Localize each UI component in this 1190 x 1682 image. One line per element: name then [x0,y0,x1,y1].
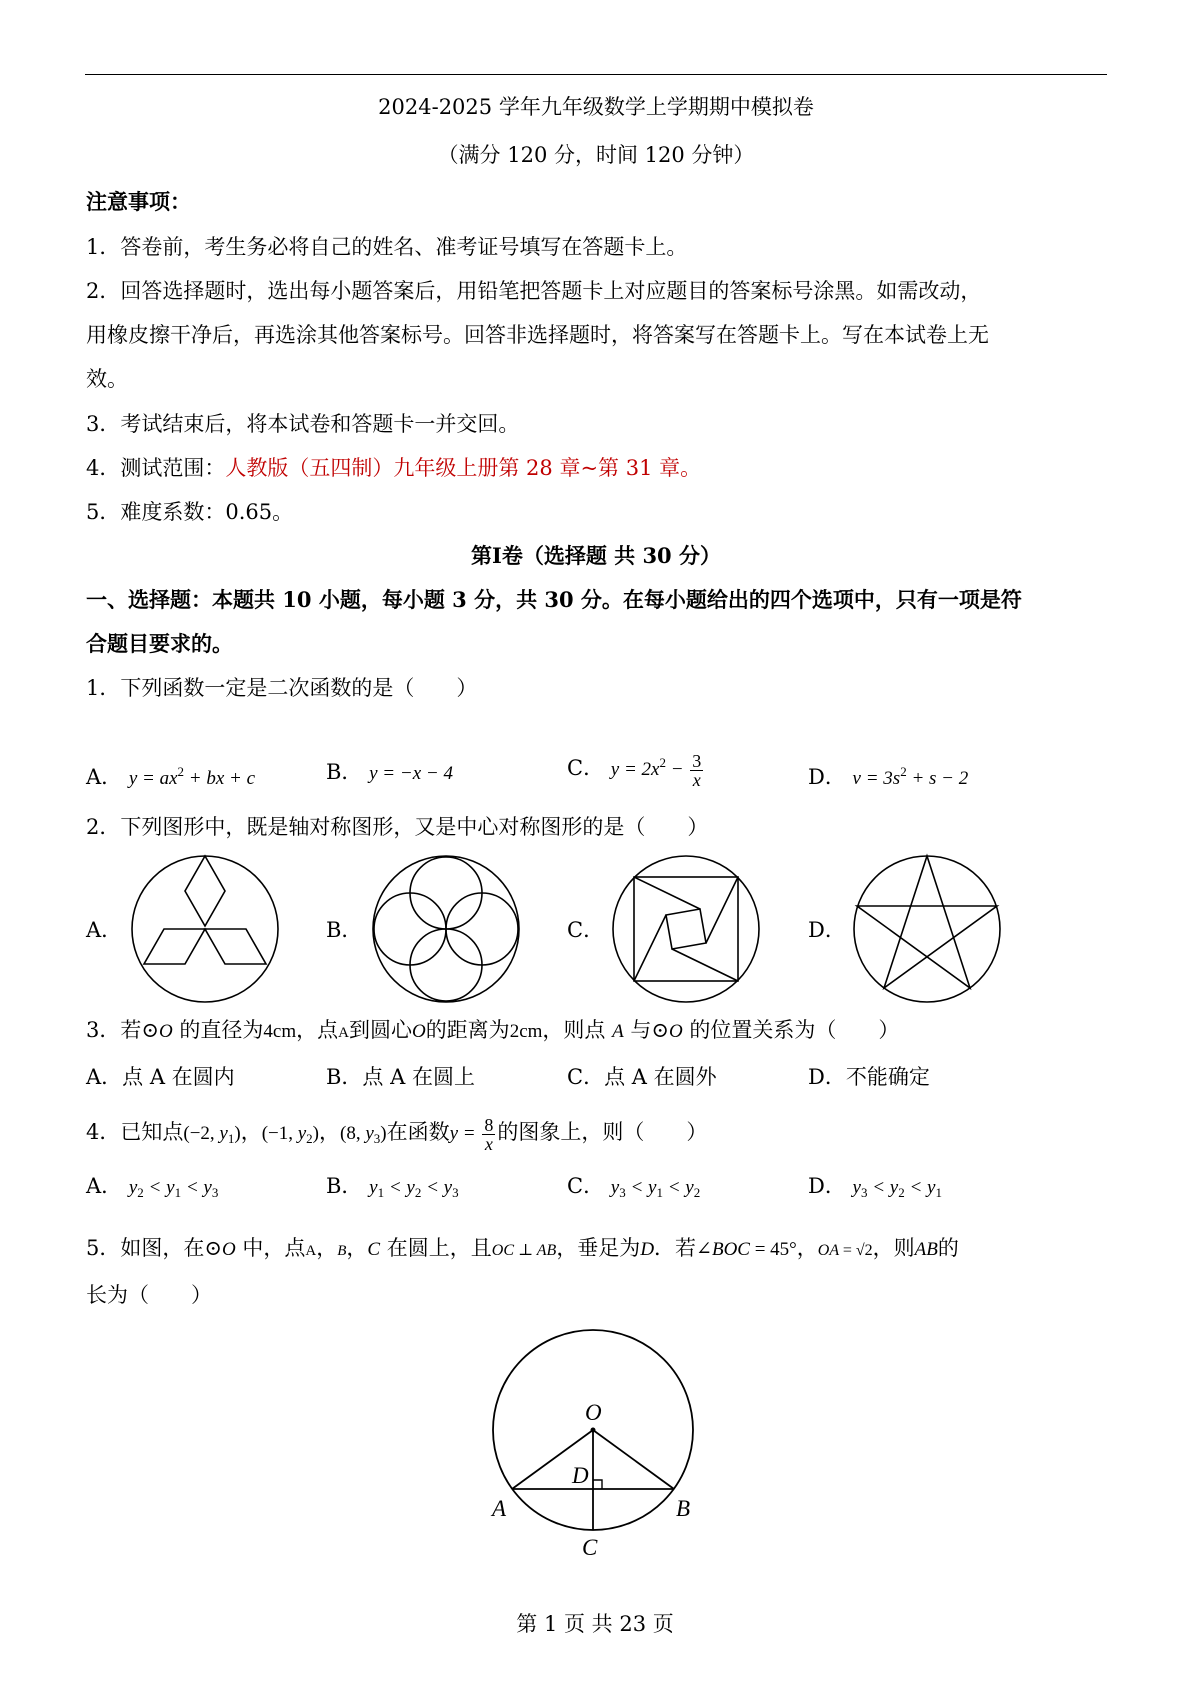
q1-option-c-label: C． [567,756,605,780]
q4-stem [86,1116,1106,1154]
q5-label-a: A [492,1496,507,1521]
note-item-2-line1: 2．回答选择题时，选出每小题答案后，用铅笔把答题卡上对应题目的答案标号涂黑。如需改动， [86,279,982,303]
q4-option-d [808,1171,942,1208]
notes-heading: 注意事项： [86,189,191,214]
q5-math-perp: OC ⊥ AB [491,1242,557,1259]
q3-stem-text-3: ，点 [296,1018,339,1042]
exam-subtitle: （满分 120 分，时间 120 分钟） [437,143,755,167]
q3-option-d: D．不能确定 [808,1065,930,1089]
q4-option-b-label: B． [326,1174,363,1198]
header-rule [85,74,1107,75]
q5-stem-text-10: 的 [937,1236,959,1260]
q2-figure-a-rhombi [126,853,284,1003]
note-item-5: 5．难度系数：0.65。 [86,500,294,524]
q1-option-b [326,757,453,789]
q5-stem-text-9: ，则 [872,1236,915,1260]
q1-option-b-label: B． [326,760,363,784]
q2-stem: 2．下列图形中，既是轴对称图形，又是中心对称图形的是（ ） [86,815,709,839]
q4-option-a-math: $y_2 < y_1 < y_3$ [128,1177,219,1200]
q1-option-a-label: A． [86,765,123,789]
q2-option-d-label: D． [808,918,846,942]
q1-option-b-math: y = −x − 4 [369,763,453,784]
q3-stem [86,1015,1106,1048]
q4-stem-text-3: ， [319,1119,340,1144]
q2-figure-d-star [848,853,1006,1003]
q5-math-ab: AB [914,1239,938,1260]
q3-stem-text-4: 到圆心 [348,1018,412,1042]
q5-label-o: O [585,1400,602,1425]
q4-point-3: (8, $y_3$) [340,1122,387,1146]
q4-option-a-label: A． [86,1174,123,1198]
q2-option-c-label: C． [567,918,605,942]
q1-option-d [808,757,968,794]
q5-stem-text-1: 5．如图，在⊙ [86,1236,222,1260]
section-instructions-line1: 一、选择题：本题共 10 小题，每小题 3 分，共 30 分。在每小题给出的四个选项中，只有一项是符 [86,587,1022,612]
q4-option-b-math: $y_1 < y_2 < y_3$ [369,1177,459,1200]
q4-stem-text-5: 的图象上，则（ ） [497,1119,708,1144]
q5-math-angle: ∠BOC = 45° [696,1239,797,1260]
q1-option-a-math: $y = ax^2$ + bx + c [128,764,256,789]
q3-option-c: C．点 A 在圆外 [567,1065,717,1089]
q5-math-b: B [337,1243,347,1259]
q3-stem-text-2: 的直径为 [172,1018,264,1042]
q2-figure-b-four-circles [367,853,525,1003]
q4-function: y = $\frac{8}{x}$ [449,1115,494,1154]
q5-label-d: D [572,1463,589,1488]
q5-label-b: B [676,1496,691,1521]
q4-stem-text-4: 在函数 [386,1119,450,1144]
exam-title: 2024-2025 学年九年级数学上学期期中模拟卷 [378,95,814,119]
q5-stem-text-5: 在圆上，且 [380,1236,492,1260]
q4-point-2: (−1, $y_2$) [261,1122,319,1146]
q4-stem-text-1: 4．已知点 [86,1119,184,1144]
q3-math-4cm: 4cm [263,1021,297,1042]
q1-option-d-label: D． [808,765,846,789]
section-instructions-line2: 合题目要求的。 [86,631,233,656]
q5-stem-text-2: 中，点 [235,1236,306,1260]
q1-option-c [567,748,705,789]
q4-option-c-label: C． [567,1174,605,1198]
q4-option-d-math: $y_3 < y_2 < y_1$ [852,1177,942,1200]
q5-label-c: C [582,1535,598,1560]
q5-stem-text-3: ， [316,1236,338,1260]
q2-option-a-label: A． [86,918,123,942]
q1-option-c-math: $y = 2x^2$ − $\frac{3}{x}$ [610,751,702,791]
q4-option-c-math: $y_3 < y_1 < y_2$ [610,1177,701,1200]
page-footer: 第 1 页 共 23 页 [516,1612,674,1636]
test-range: 人教版（五四制）九年级上册第 28 章~第 31 章。 [225,456,702,480]
q5-stem-line1 [86,1233,1106,1266]
section-title: 第Ⅰ卷（选择题 共 30 分） [471,543,721,568]
q3-option-a: A．点 A 在圆内 [86,1065,235,1089]
note-item-1: 1．答卷前，考生务必将自己的姓名、准考证号填写在答题卡上。 [86,235,688,259]
q1-option-d-math: $v = 3s^2 + s - 2$ [852,764,969,789]
q3-math-2cm: 2cm [509,1021,543,1042]
q5-math-d: D [640,1239,655,1260]
q5-stem-text-7: ．若 [654,1236,697,1260]
note-item-2-line3: 效。 [86,367,128,391]
q3-stem-text-7: 与⊙ [623,1018,669,1042]
q3-math-a: A [338,1025,349,1041]
q5-stem-text-6: ，垂足为 [556,1236,641,1260]
q1-stem: 1．下列函数一定是二次函数的是（ ） [86,676,478,700]
q5-figure-circle-triangle [478,1320,718,1580]
note-item-3: 3．考试结束后，将本试卷和答题卡一并交回。 [86,412,520,436]
q3-math-o: O [158,1021,173,1042]
q3-math-o3: O [668,1021,683,1042]
q5-math-o: O [221,1239,236,1260]
q3-math-a2: A [612,1021,624,1042]
q3-stem-text-1: 3．若⊙ [86,1018,159,1042]
note-item-4 [86,453,1106,483]
q3-option-b: B．点 A 在圆上 [326,1065,475,1089]
q1-option-a [86,757,255,794]
q5-math-c: C [367,1239,381,1260]
q4-option-d-label: D． [808,1174,846,1198]
q4-option-b [326,1171,459,1208]
q5-stem-line2: 长为（ ） [86,1283,212,1307]
q2-figure-c-square-pinwheel [607,853,765,1003]
q2-option-b-label: B． [326,918,363,942]
q5-stem-text-8: ， [796,1236,818,1260]
q3-stem-text-6: ，则点 [542,1018,613,1042]
q4-option-c [567,1171,700,1208]
q4-stem-text-2: ， [240,1119,262,1144]
q5-math-a: A [305,1243,317,1259]
q3-math-o2: O [411,1021,426,1042]
q5-stem-text-4: ， [346,1236,368,1260]
note-item-2-line2: 用橡皮擦干净后，再选涂其他答案标号。回答非选择题时，将答案写在答题卡上。写在本试卷上无 [86,323,989,347]
q4-point-1: (−2, $y_1$) [183,1122,241,1146]
q4-option-a [86,1171,218,1208]
q3-stem-text-5: 的距离为 [425,1018,510,1042]
q3-stem-text-8: 的位置关系为（ ） [682,1018,900,1042]
note-item-4-prefix: 4．测试范围： [86,456,226,480]
q5-math-oa: OA = √2 [817,1242,873,1259]
